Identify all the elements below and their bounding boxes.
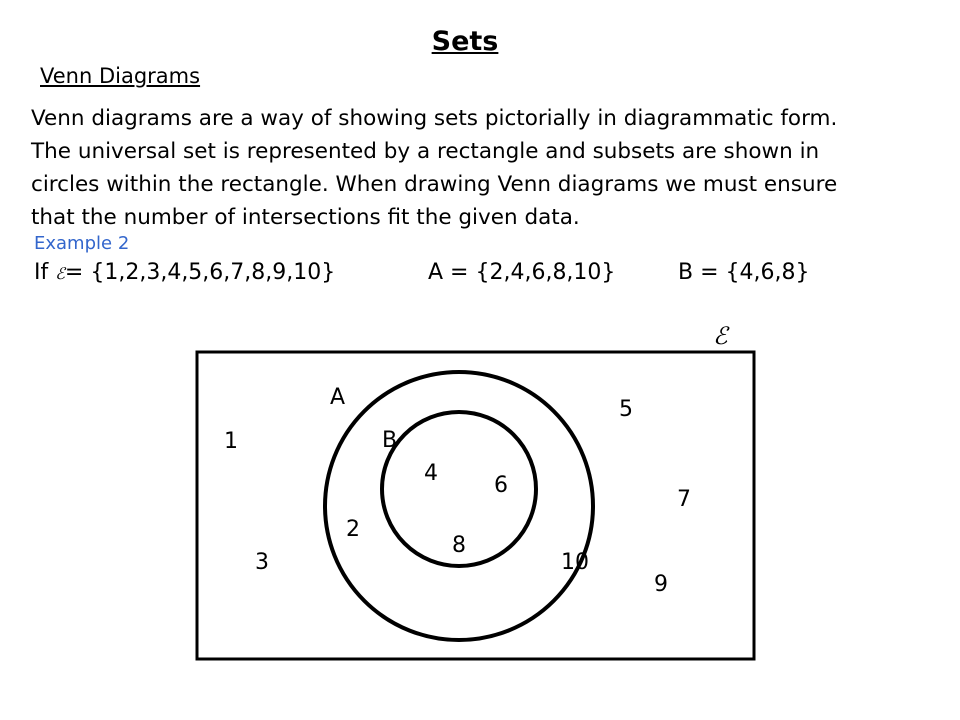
universal-set-symbol: ℰ <box>713 322 728 350</box>
element-a-only: 2 <box>346 517 360 542</box>
element-outside: 5 <box>619 397 633 422</box>
set-b-label: B <box>382 428 398 453</box>
element-outside: 3 <box>255 550 269 575</box>
intro-line: circles within the rectangle. When drawing Venn diagrams we must ensure <box>31 172 838 197</box>
example-label: Example 2 <box>34 233 130 254</box>
element-b: 8 <box>452 533 466 558</box>
intro-line: that the number of intersections fit the given data. <box>31 205 580 230</box>
element-b: 4 <box>424 461 438 486</box>
universal-set-icon: ℰ <box>55 264 65 283</box>
element-outside: 7 <box>677 487 691 512</box>
set-b-definition: B = {4,6,8} <box>678 260 810 285</box>
intro-line: The universal set is represented by a rectangle and subsets are shown in <box>31 139 820 164</box>
universal-rectangle <box>197 352 754 659</box>
intro-line: Venn diagrams are a way of showing sets pictorially in diagrammatic form. <box>31 106 838 131</box>
set-a-label: A <box>330 385 346 410</box>
element-outside: 9 <box>654 572 668 597</box>
universal-prefix: If <box>34 260 49 285</box>
universal-set-elements: = {1,2,3,4,5,6,7,8,9,10} <box>64 260 336 285</box>
element-outside: 1 <box>224 429 238 454</box>
set-a-definition: A = {2,4,6,8,10} <box>428 260 616 285</box>
element-a-only: 10 <box>561 550 589 575</box>
section-subtitle: Venn Diagrams <box>40 64 201 88</box>
page-title: Sets <box>431 26 499 57</box>
element-b: 6 <box>494 473 508 498</box>
